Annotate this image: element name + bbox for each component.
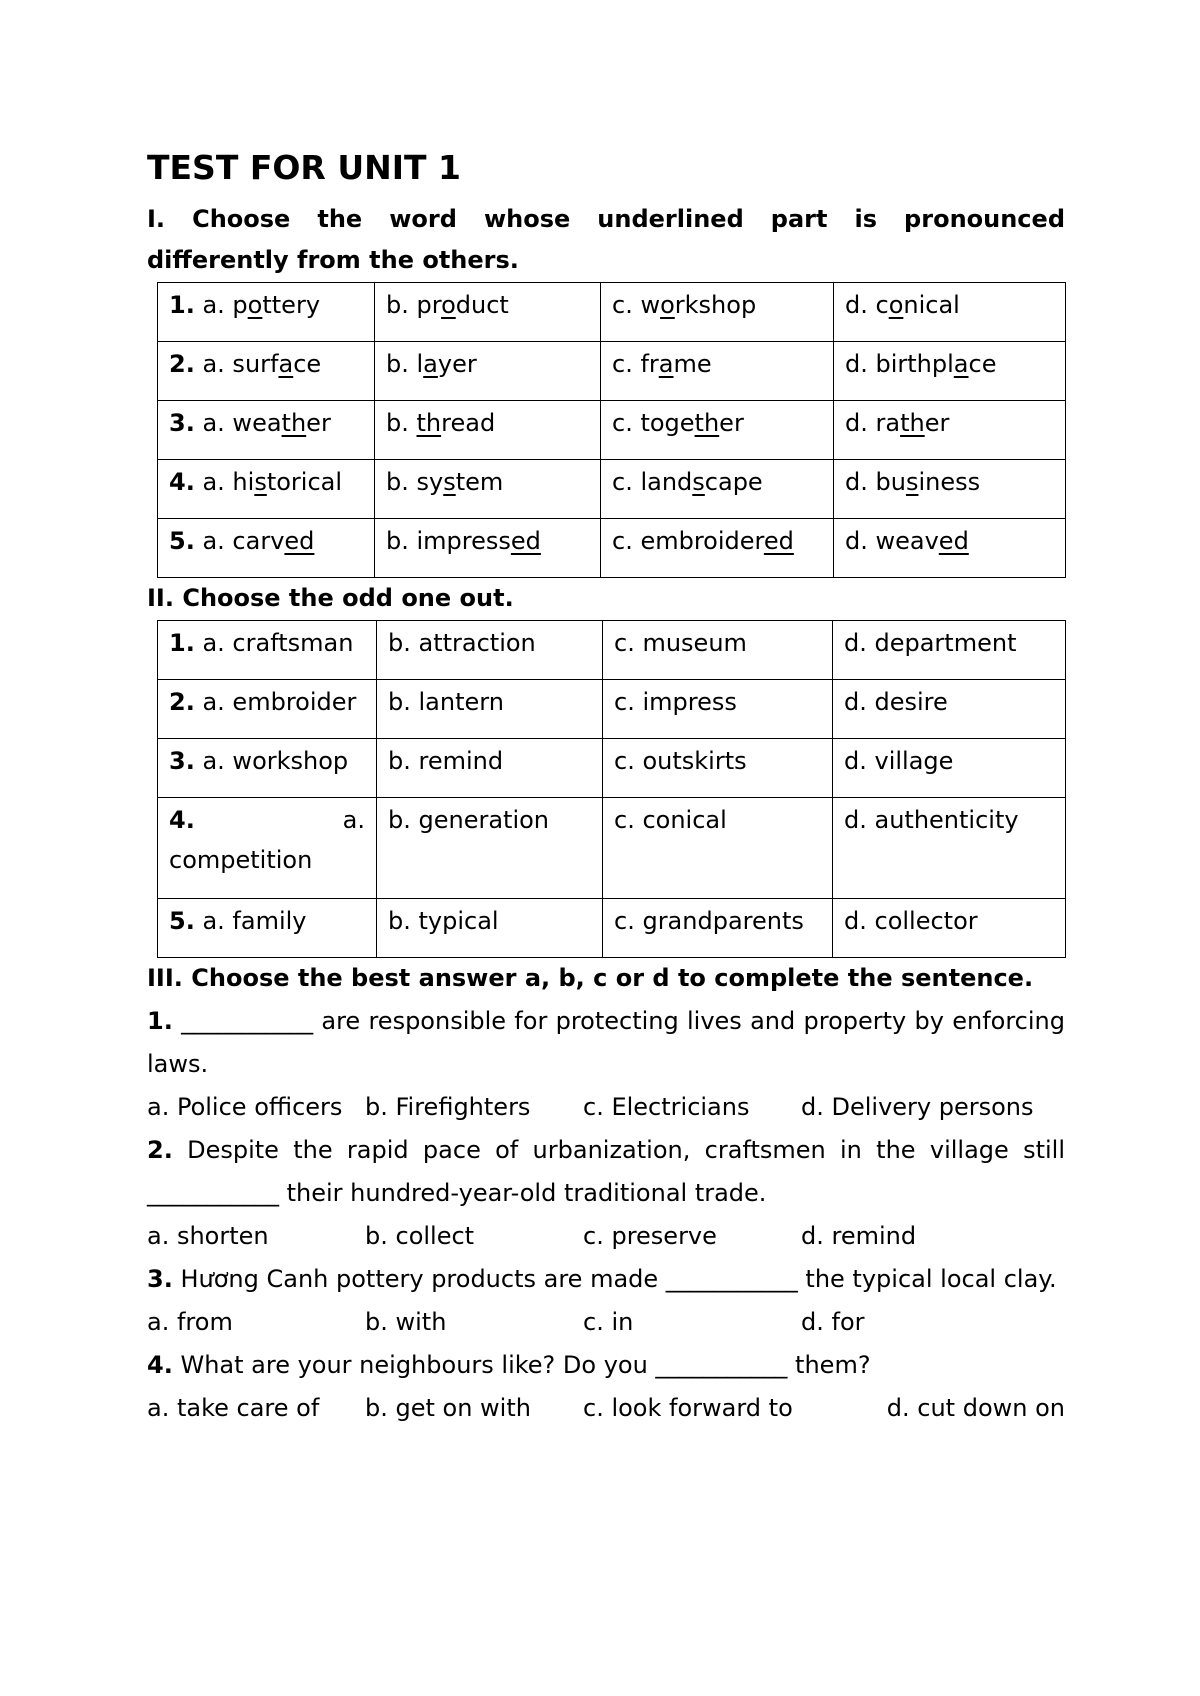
section2-heading: II. Choose the odd one out. [147, 584, 514, 612]
question-body: ___________ are responsible for protecting lives and property by enforcing laws. [147, 1007, 1065, 1078]
option-text: d. department [844, 629, 1017, 657]
option-text: b. pr [386, 291, 442, 319]
option-cell-d [834, 460, 1066, 519]
option-text: a. hi [202, 468, 255, 496]
option-cell-b [377, 899, 603, 958]
option-text: a. family [202, 907, 307, 935]
option-line [169, 800, 365, 840]
option-cell-d [834, 283, 1066, 342]
question-number: 1. [147, 1007, 173, 1035]
table-row [158, 621, 1066, 680]
option-cell-c [601, 519, 834, 578]
option-text: d. desire [844, 688, 948, 716]
underlined-part: a [278, 350, 294, 378]
option-text: a. workshop [202, 747, 349, 775]
option-cell-d [833, 798, 1066, 899]
worksheet-page [147, 145, 1065, 1430]
option-text: d. c [845, 291, 889, 319]
option-text: c. fr [612, 350, 659, 378]
answer-option[interactable]: b. get on with [365, 1394, 531, 1422]
option-text: iness [918, 468, 981, 496]
option-cell-d [833, 680, 1066, 739]
option-text: me [673, 350, 712, 378]
option-text: ttery [262, 291, 321, 319]
option-text: d. authenticity [844, 806, 1019, 834]
option-cell-a [158, 460, 375, 519]
answer-option[interactable]: a. take care of [147, 1394, 320, 1422]
option-text: b. remind [388, 747, 504, 775]
option-cell-a [158, 283, 375, 342]
question-number: 3. [147, 1265, 173, 1293]
page-title: TEST FOR UNIT 1 [147, 148, 461, 187]
option-cell-b [375, 401, 601, 460]
table-row [158, 798, 1066, 899]
underlined-part: th [416, 409, 442, 437]
option-cell-b [375, 342, 601, 401]
table-row [158, 342, 1066, 401]
option-text: yer [437, 350, 477, 378]
table-row [158, 519, 1066, 578]
option-text: b. attraction [388, 629, 536, 657]
option-cell-d [834, 401, 1066, 460]
option-cell-b [377, 739, 603, 798]
option-text: d. ra [845, 409, 901, 437]
answer-option[interactable]: c. preserve [583, 1222, 717, 1250]
question-number: 4. [169, 806, 195, 834]
underlined-part: th [900, 409, 925, 437]
underlined-part: ed [763, 527, 794, 555]
option-cell-c [601, 342, 834, 401]
answer-option[interactable]: a. shorten [147, 1222, 269, 1250]
underlined-part: a [658, 350, 674, 378]
question-text [147, 1258, 1065, 1301]
option-cell-a [158, 899, 377, 958]
question-number: 4. [147, 1351, 173, 1379]
option-text: c. outskirts [614, 747, 747, 775]
answer-option[interactable]: a. Police officers [147, 1093, 343, 1121]
question-body: Hương Canh pottery products are made ___________ the typical local clay. [172, 1265, 1057, 1293]
option-cell-c [603, 899, 833, 958]
option-text: nical [903, 291, 960, 319]
option-cell-a [158, 519, 375, 578]
option-text: a. craftsman [202, 629, 354, 657]
option-cell-b [375, 519, 601, 578]
option-cell-a [158, 680, 377, 739]
question-number: 1. [169, 629, 195, 657]
answer-option[interactable]: d. Delivery persons [801, 1093, 1034, 1121]
underlined-part: s [254, 468, 267, 496]
option-text: er [306, 409, 331, 437]
underlined-part: a [423, 350, 438, 378]
option-text: d. birthpl [845, 350, 954, 378]
option-text: rkshop [674, 291, 757, 319]
option-cell-b [377, 680, 603, 739]
option-text: b. impress [386, 527, 511, 555]
option-text: er [719, 409, 744, 437]
option-text: ce [293, 350, 322, 378]
option-text: c. impress [614, 688, 737, 716]
option-text: b. generation [388, 806, 550, 834]
question-number: 3. [169, 409, 195, 437]
answer-option[interactable]: c. Electricians [583, 1093, 750, 1121]
underlined-part: ed [510, 527, 541, 555]
table-row [158, 899, 1066, 958]
option-text: c. conical [614, 806, 727, 834]
option-text: cape [704, 468, 763, 496]
option-text: a. embroider [202, 688, 357, 716]
option-cell-a [158, 342, 375, 401]
option-cell-d [833, 739, 1066, 798]
answer-options [147, 1215, 1065, 1258]
underlined-part: s [443, 468, 456, 496]
option-text: c. toge [612, 409, 695, 437]
answer-option[interactable]: d. remind [801, 1222, 917, 1250]
question-number: 5. [169, 907, 195, 935]
option-text: duct [455, 291, 509, 319]
question-number: 2. [147, 1136, 173, 1164]
option-text: a. p [202, 291, 248, 319]
odd-one-out-table [157, 620, 1066, 958]
option-text: b. [386, 409, 417, 437]
option-text: a. wea [202, 409, 282, 437]
question-text [147, 1129, 1065, 1215]
question-number: 3. [169, 747, 195, 775]
table-row [158, 739, 1066, 798]
question-list [147, 1000, 1065, 1430]
option-text: b. sy [386, 468, 444, 496]
option-cell-b [375, 283, 601, 342]
option-text: b. typical [388, 907, 499, 935]
option-cell-d [834, 519, 1066, 578]
question-number: 2. [169, 688, 195, 716]
underlined-part: th [281, 409, 307, 437]
question-number: 2. [169, 350, 195, 378]
underlined-part: o [660, 291, 675, 319]
answer-option[interactable]: c. look forward to [583, 1394, 793, 1422]
question-body: Despite the rapid pace of urbanization, craftsmen in the village still ___________ their hundred-year-old traditional trade. [147, 1136, 1065, 1207]
question-number: 1. [169, 291, 195, 319]
option-text: d. village [844, 747, 954, 775]
answer-options [147, 1301, 1065, 1344]
underlined-part: o [247, 291, 263, 319]
option-cell-a [158, 798, 377, 899]
option-text: read [441, 409, 496, 437]
option-text: b. l [386, 350, 424, 378]
table-row [158, 460, 1066, 519]
question-body: What are your neighbours like? Do you ___________ them? [172, 1351, 871, 1379]
option-text: a. [342, 806, 365, 834]
option-cell-c [603, 680, 833, 739]
section3-heading: III. Choose the best answer a, b, c or d to complete the sentence. [147, 964, 1034, 992]
question-text [147, 1000, 1065, 1086]
answer-options [147, 1086, 1065, 1129]
option-cell-d [834, 342, 1066, 401]
option-text: tem [455, 468, 504, 496]
answer-option[interactable]: c. in [583, 1308, 634, 1336]
section1-heading-line1: I. Choose the word whose underlined part is pronounced [147, 205, 1065, 233]
table-row [158, 401, 1066, 460]
option-text: c. land [612, 468, 693, 496]
option-cell-c [601, 401, 834, 460]
option-text: competition [169, 846, 313, 874]
underlined-part: o [441, 291, 456, 319]
option-text: c. embroider [612, 527, 764, 555]
option-text: a. carv [202, 527, 285, 555]
answer-option[interactable]: b. Firefighters [365, 1093, 531, 1121]
option-cell-d [833, 621, 1066, 680]
underlined-part: s [905, 468, 919, 496]
underlined-part: a [953, 350, 969, 378]
answer-option[interactable]: b. with [365, 1308, 447, 1336]
option-text: b. lantern [388, 688, 504, 716]
underlined-part: th [694, 409, 720, 437]
answer-option[interactable]: a. from [147, 1308, 233, 1336]
option-text: torical [266, 468, 343, 496]
underlined-part: s [692, 468, 705, 496]
option-cell-a [158, 401, 375, 460]
option-cell-b [377, 621, 603, 680]
option-text: c. museum [614, 629, 747, 657]
option-cell-d [833, 899, 1066, 958]
option-text: c. grandparents [614, 907, 804, 935]
option-text: c. w [612, 291, 661, 319]
table-row [158, 283, 1066, 342]
option-text: d. weav [845, 527, 939, 555]
pronunciation-table [157, 282, 1066, 578]
answer-options [147, 1387, 1065, 1430]
option-cell-c [603, 621, 833, 680]
option-text: d. bu [845, 468, 906, 496]
answer-option[interactable]: d. for [801, 1308, 865, 1336]
option-cell-b [377, 798, 603, 899]
option-cell-c [603, 739, 833, 798]
option-cell-c [603, 798, 833, 899]
option-text: a. surf [202, 350, 279, 378]
section1-heading-line2: differently from the others. [147, 246, 519, 274]
question-number: 4. [169, 468, 195, 496]
answer-option[interactable]: b. collect [365, 1222, 475, 1250]
table-row [158, 680, 1066, 739]
underlined-part: ed [284, 527, 315, 555]
option-cell-a [158, 739, 377, 798]
option-text: ce [968, 350, 997, 378]
question-text [147, 1344, 1065, 1387]
option-cell-a [158, 621, 377, 680]
option-cell-c [601, 283, 834, 342]
question-number: 5. [169, 527, 195, 555]
answer-option[interactable]: d. cut down on [886, 1394, 1065, 1422]
option-cell-c [601, 460, 834, 519]
option-text: d. collector [844, 907, 978, 935]
option-text: er [924, 409, 950, 437]
underlined-part: o [888, 291, 904, 319]
underlined-part: ed [938, 527, 969, 555]
option-cell-b [375, 460, 601, 519]
